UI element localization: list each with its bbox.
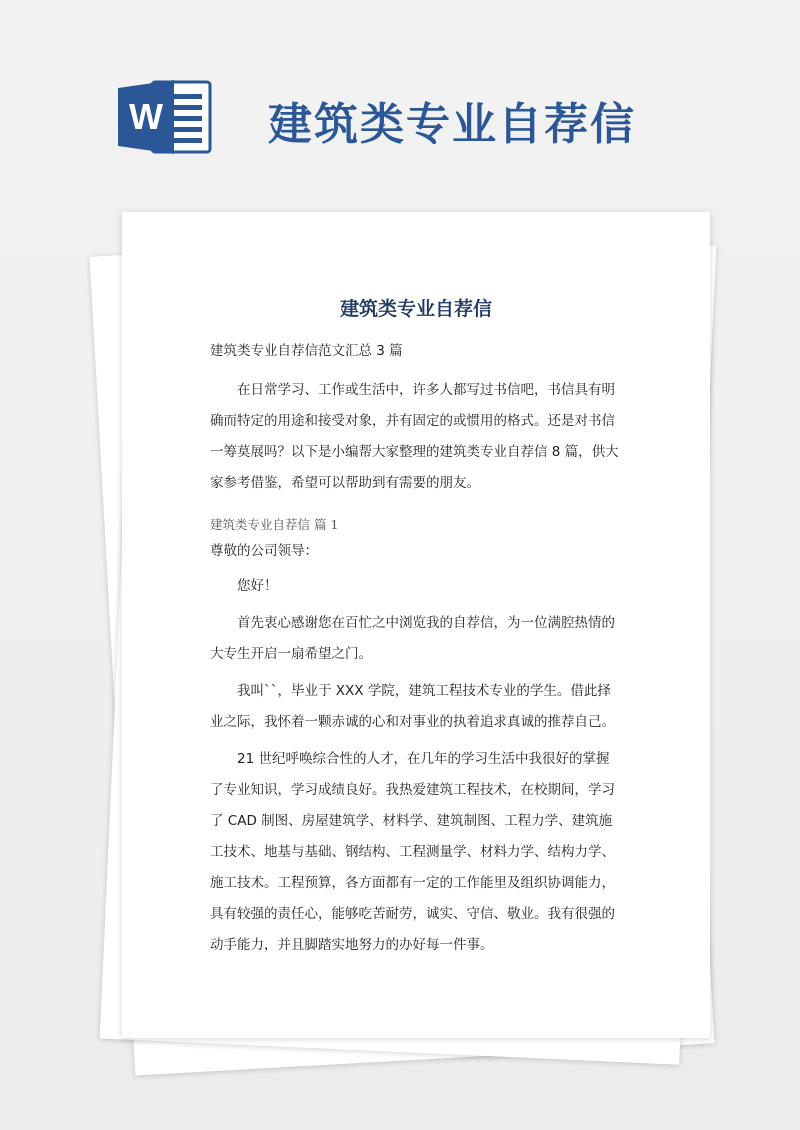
word-icon-letter: W: [129, 96, 163, 137]
greeting: 您好！: [237, 578, 278, 594]
salutation: 尊敬的公司领导：: [210, 543, 318, 559]
body-paragraph: 首先衷心感谢您在百忙之中浏览我的自荐信，为一位满腔热情的大专生开启一扇希望之门。: [210, 615, 615, 662]
word-icon: [118, 78, 214, 156]
document-page: [122, 212, 710, 1038]
document-subtitle: 建筑类专业自荐信范文汇总 3 篇: [210, 343, 403, 359]
section-heading: 建筑类专业自荐信 篇 1: [210, 517, 339, 532]
document-title: 建筑类专业自荐信: [339, 298, 492, 320]
document-body: [210, 336, 620, 961]
body-paragraph: 我叫``，毕业于 XXX 学院，建筑工程技术专业的学生。借此择业之际，我怀着一颗赤诚的心和对事业的执着追求真诚的推荐自己。: [210, 683, 615, 730]
body-paragraph: 21 世纪呼唤综合性的人才，在几年的学习生活中我很好的掌握了专业知识，学习成绩良好。我热爱建筑工程技术，在校期间，学习了 CAD 制图、房屋建筑学、材料学、建筑制图、工程力学、建筑施工技术、地基与基础、钢结构、工程测量学、材料力学、结构力学、施工技术。工程预算，各方面都有一定的工作能里及组织协调能力，具有较强的责任心，能够吃苦耐劳，诚实、守信、敬业。我有很强的动手能力，并且脚踏实地努力的办好每一件事。: [210, 751, 615, 953]
header-title: 建筑类专业自荐信: [268, 99, 636, 150]
intro-paragraph: 在日常学习、工作或生活中，许多人都写过书信吧，书信具有明确而特定的用途和接受对象，并有固定的或惯用的格式。还是对书信一筹莫展吗？以下是小编帮大家整理的建筑类专业自荐信 8 篇，供大家参考借鉴，希望可以帮助到有需要的朋友。: [210, 382, 619, 491]
